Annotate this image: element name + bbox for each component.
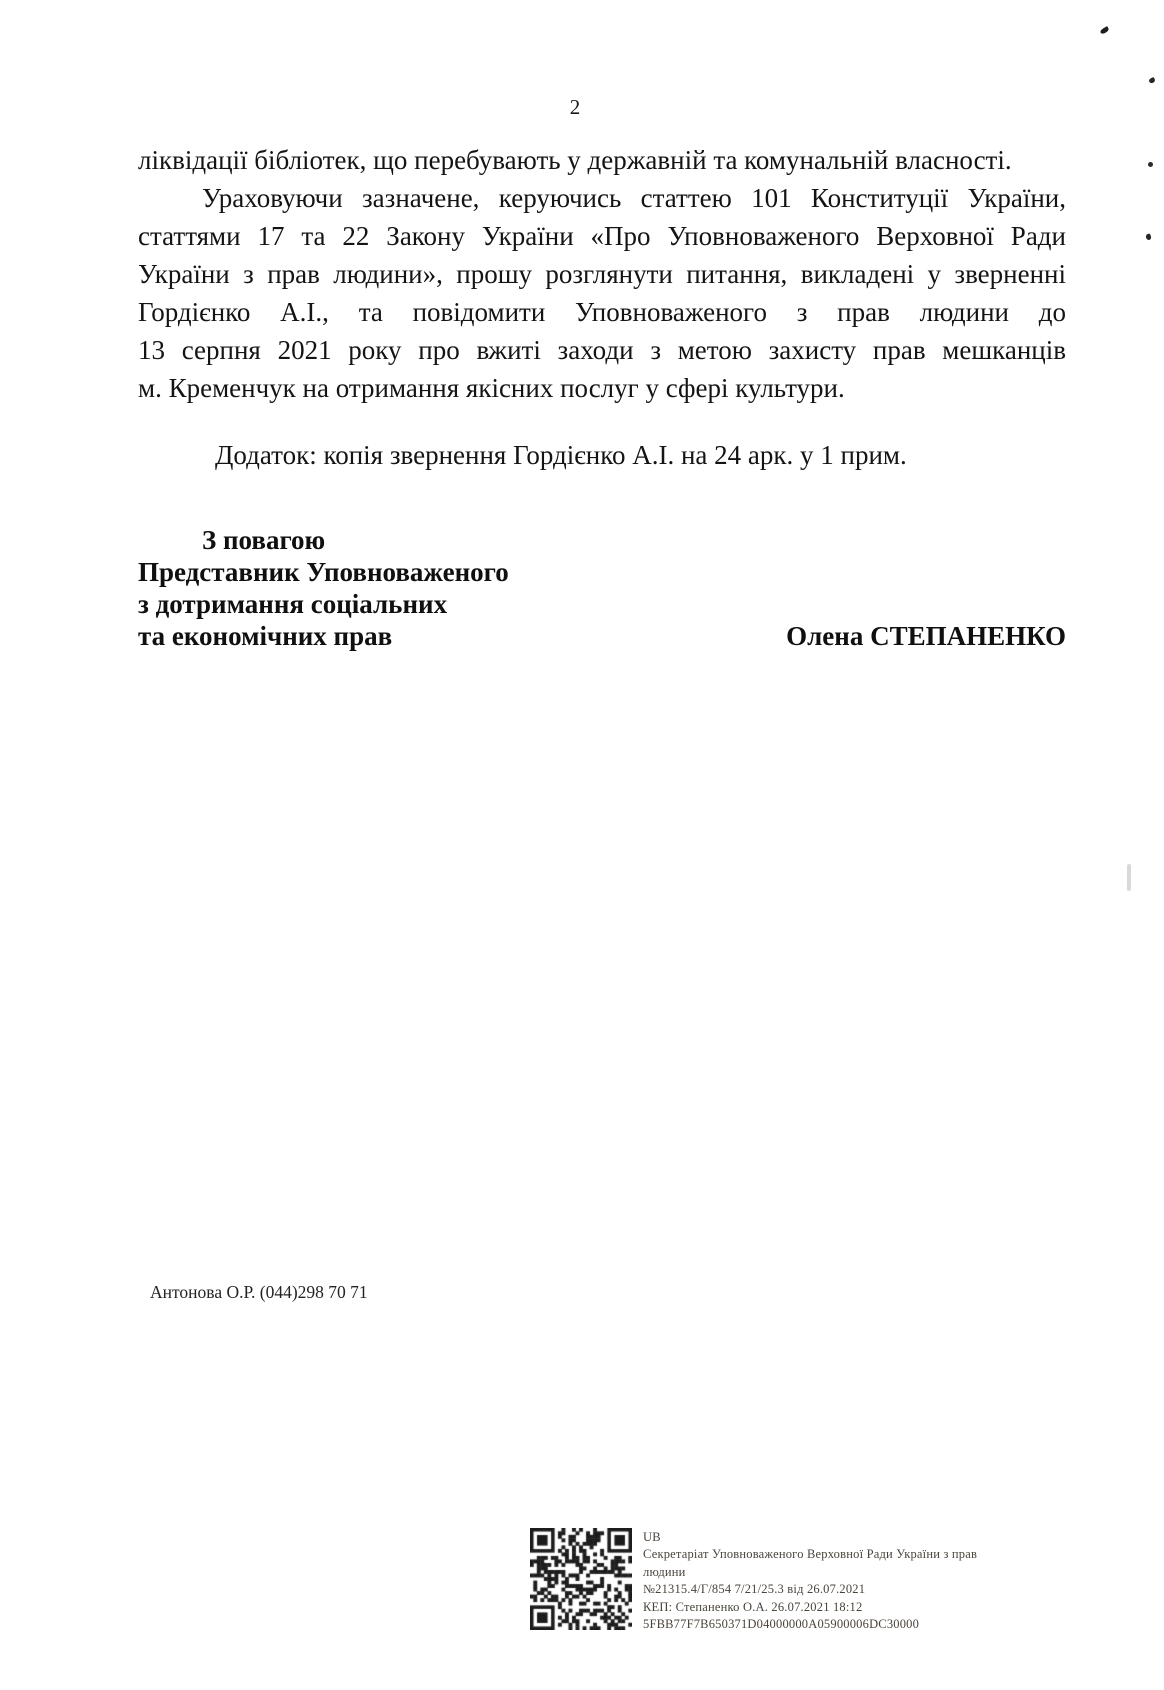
scan-speck [1148,77,1156,84]
scan-speck [1148,162,1153,167]
signature-title-line: та економічних прав [138,621,393,651]
scan-speck [1099,26,1109,35]
executor-contact: Антонова О.Р. (044)298 70 71 [150,1282,368,1302]
signature-title-line: Представник Уповноваженого [138,557,509,587]
stamp-line: 5FBB77F7B650371D04000000A05900006DC30000 [643,1617,920,1632]
body-line: України з прав людини», прошу розглянути питання, викладені у зверненні [138,259,1066,289]
stamp-line: UB [643,1530,661,1544]
signature-block [138,524,1066,652]
body-line: Гордієнко А.І., та повідомити Уповноваженого з прав людини до [138,297,1066,327]
body-line: 13 серпня 2021 року про вжиті заходи з метою захисту прав мешканців [138,335,1066,365]
scan-streak [1127,864,1131,891]
stamp-line: №21315.4/Г/854 7/21/25.3 від 26.07.2021 [643,1582,866,1597]
signer-name: Олена СТЕПАНЕНКО [786,621,1066,651]
qr-code [530,1528,632,1630]
registration-stamp [530,1528,1043,1633]
stamp-line: Секретаріат Уповноваженого Верховної Ради України з прав [643,1547,978,1562]
body-line: Ураховуючи зазначене, керуючись статтею 101 Конституції України, [202,183,1066,213]
signature-title-line: з дотримання соціальних [138,589,448,619]
body-text [138,141,1066,407]
stamp-line: КЕП: Степаненко О.А. 26.07.2021 18:12 [643,1599,863,1614]
page-number: 2 [569,95,581,119]
body-line: ліквідації бібліотек, що перебувають у державній та комунальній власності. [138,145,1012,175]
stamp-line: людини [643,1564,686,1579]
body-line: м. Кременчук на отримання якісних послуг у сфері культури. [138,373,845,403]
scan-speck [1145,233,1152,240]
attachment-line: Додаток: копія звернення Гордієнко А.І. на 24 арк. у 1 прим. [215,440,907,470]
signature-salutation: З повагою [202,525,326,555]
stamp-text [643,1528,1043,1633]
body-line: статтями 17 та 22 Закону України «Про Уповноваженого Верховної Ради [138,221,1066,251]
